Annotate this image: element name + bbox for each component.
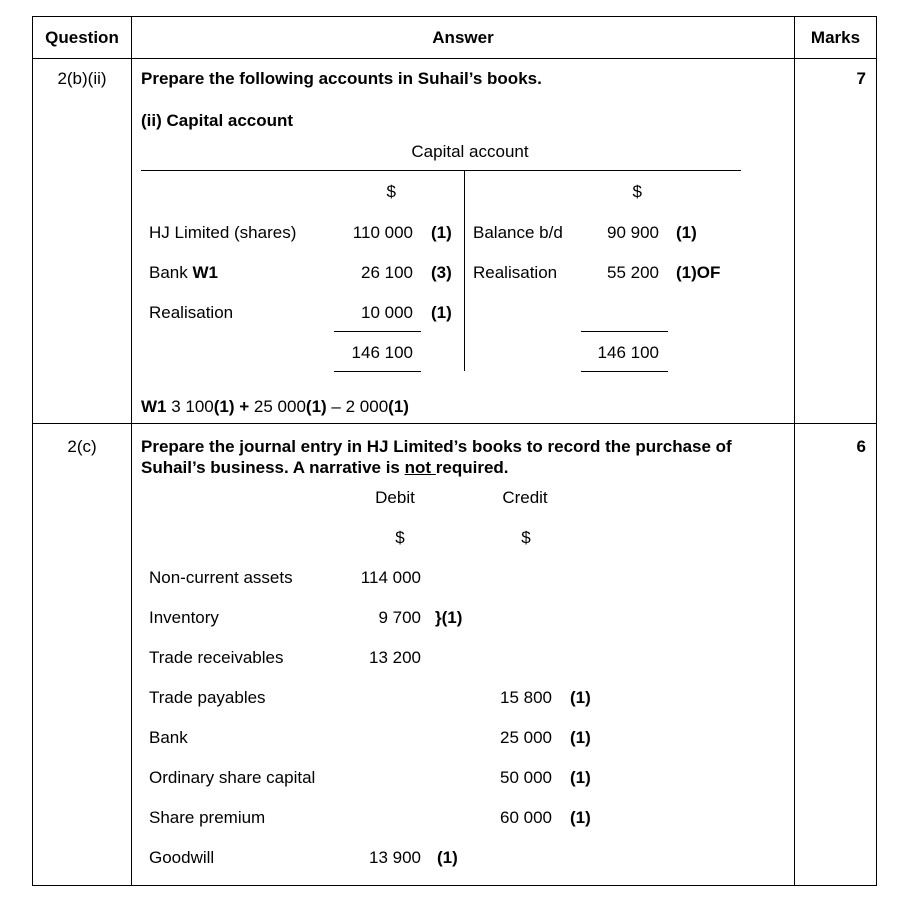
- journal-row-mark: (1): [570, 688, 591, 707]
- journal-row-debit: 13 900: [369, 848, 421, 867]
- q2-instruction-part: required.: [435, 458, 509, 477]
- working-mark: (1): [388, 397, 409, 416]
- q2-number: 2(c): [67, 437, 97, 456]
- debit-total-bottom-rule: [334, 371, 421, 372]
- journal-row-mark: (1): [570, 808, 591, 827]
- working-mark: (1): [305, 397, 327, 416]
- t-account-top-line: [141, 170, 741, 171]
- journal-row-credit: 15 800: [500, 688, 552, 707]
- q2-instruction-line2: [141, 458, 509, 478]
- table-divider-question: [131, 16, 132, 886]
- journal-row-mark: }(1): [435, 608, 463, 627]
- working-term: 3 100: [166, 397, 214, 416]
- table-border-mid: [32, 423, 877, 424]
- working-label: W1: [141, 397, 167, 416]
- working-mark: (1): [213, 397, 235, 416]
- debit-row-label: HJ Limited (shares): [149, 223, 297, 242]
- credit-row-label: Balance b/d: [473, 223, 563, 242]
- journal-row-label: Goodwill: [149, 848, 215, 867]
- debit-row-label: Realisation: [149, 303, 234, 322]
- credit-row-amount: 55 200: [607, 263, 659, 282]
- journal-col-debit: Debit: [375, 488, 415, 507]
- journal-row-mark: (1): [437, 848, 458, 867]
- debit-row-label: [149, 263, 218, 283]
- debit-total-top-rule: [334, 331, 421, 332]
- working-plus: +: [234, 397, 254, 416]
- journal-row-debit: 9 700: [378, 608, 421, 627]
- debit-row-label-text: Bank: [149, 263, 193, 282]
- header-answer: Answer: [432, 28, 494, 47]
- q2-marks: 6: [856, 437, 866, 456]
- credit-row-mark: (1): [676, 223, 697, 242]
- journal-row-credit: 25 000: [500, 728, 552, 747]
- account-title: Capital account: [411, 142, 529, 161]
- credit-total: 146 100: [597, 343, 659, 362]
- credit-row-mark: (1)OF: [676, 263, 721, 282]
- working-term: – 2 000: [326, 397, 389, 416]
- journal-currency-debit: $: [395, 528, 405, 547]
- working-term: 25 000: [253, 397, 306, 416]
- q1-marks: 7: [856, 69, 866, 88]
- journal-row-debit: 114 000: [360, 568, 421, 587]
- q2-instruction-part: Suhail’s business. A narrative is: [141, 458, 405, 477]
- q2-instruction-underlined: not: [404, 458, 436, 477]
- currency-left: $: [386, 182, 396, 201]
- journal-row-mark: (1): [570, 768, 591, 787]
- debit-total: 146 100: [351, 343, 413, 362]
- q1-number: 2(b)(ii): [57, 69, 107, 88]
- header-question: Question: [45, 28, 119, 47]
- journal-row-label: Inventory: [149, 608, 219, 627]
- table-border-bottom: [32, 885, 877, 886]
- journal-row-label: Ordinary share capital: [149, 768, 316, 787]
- debit-row-mark: (3): [431, 263, 452, 282]
- journal-row-debit: 13 200: [369, 648, 421, 667]
- credit-row-amount: 90 900: [607, 223, 659, 242]
- debit-row-amount: 10 000: [361, 303, 413, 322]
- journal-row-label: Trade receivables: [149, 648, 284, 667]
- journal-row-credit: 50 000: [500, 768, 552, 787]
- debit-row-mark: (1): [431, 303, 452, 322]
- journal-row-label: Non-current assets: [149, 568, 293, 587]
- table-border-header: [32, 58, 877, 59]
- currency-right: $: [632, 182, 642, 201]
- q2-instruction-line1: Prepare the journal entry in HJ Limited’s books to record the purchase of: [141, 437, 732, 456]
- table-border-top: [32, 16, 877, 17]
- header-marks: Marks: [810, 28, 861, 47]
- journal-row-label: Share premium: [149, 808, 266, 827]
- journal-row-label: Trade payables: [149, 688, 266, 707]
- debit-row-label-working-ref: W1: [192, 263, 218, 282]
- debit-row-mark: (1): [431, 223, 452, 242]
- debit-row-amount: 26 100: [361, 263, 413, 282]
- journal-row-label: Bank: [149, 728, 188, 747]
- working-w1: [141, 397, 409, 417]
- table-border-right: [876, 16, 877, 886]
- q1-instruction: Prepare the following accounts in Suhail’s books.: [141, 69, 542, 88]
- journal-row-credit: 60 000: [500, 808, 552, 827]
- journal-col-credit: Credit: [502, 488, 548, 507]
- credit-total-top-rule: [581, 331, 668, 332]
- debit-row-amount: 110 000: [352, 223, 413, 242]
- q1-subtitle: (ii) Capital account: [141, 111, 294, 130]
- journal-row-mark: (1): [570, 728, 591, 747]
- t-account-center-line: [464, 170, 465, 371]
- journal-currency-credit: $: [521, 528, 531, 547]
- credit-row-label: Realisation: [473, 263, 558, 282]
- credit-total-bottom-rule: [581, 371, 668, 372]
